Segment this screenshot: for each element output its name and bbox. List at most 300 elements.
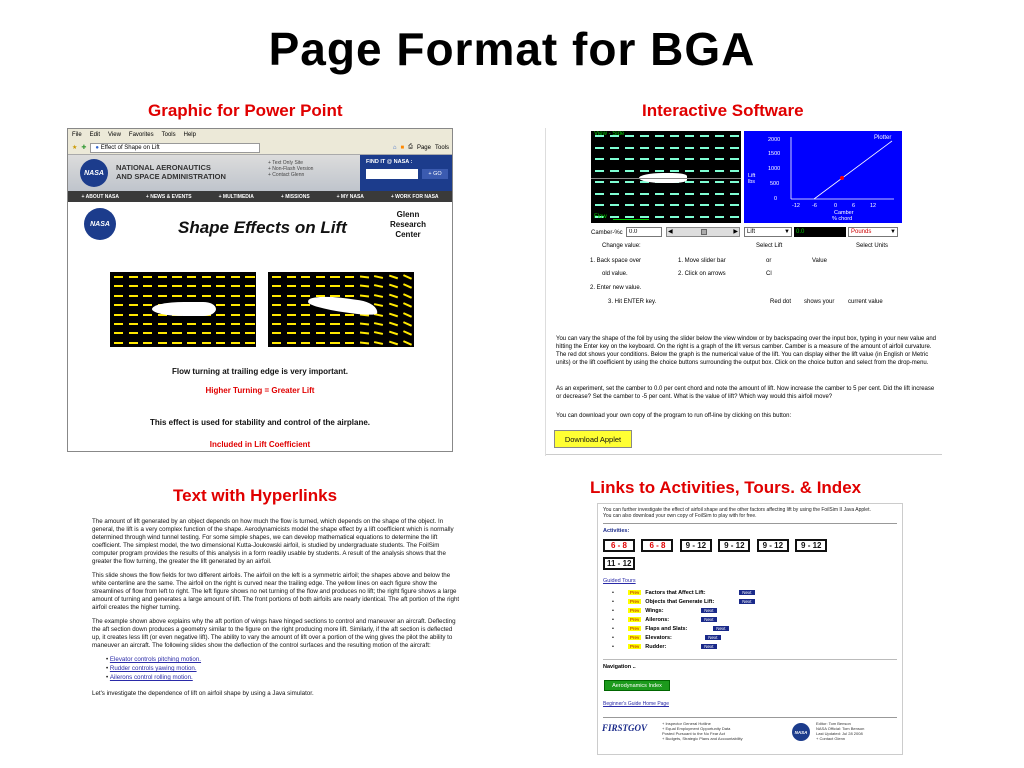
streamline-segment bbox=[640, 158, 649, 160]
browser-tab[interactable] bbox=[90, 143, 260, 153]
streamline-segment bbox=[245, 342, 254, 344]
streamline-segment bbox=[272, 314, 281, 316]
streamline-segment bbox=[389, 303, 398, 308]
hyperlink-text-page bbox=[92, 518, 462, 704]
text-only-link[interactable]: + Text Only Site bbox=[268, 160, 304, 166]
streamline-segment bbox=[685, 147, 694, 149]
tab-globe-icon: ● bbox=[95, 144, 100, 151]
instr-change-value: Change value: bbox=[602, 243, 641, 249]
streamline-segment bbox=[316, 276, 325, 278]
footer-editor: Editor: Tom Benson bbox=[816, 721, 851, 726]
firstgov-logo[interactable]: FIRSTGOV bbox=[602, 723, 648, 733]
streamline-segment bbox=[595, 193, 604, 195]
streamline-segment bbox=[610, 147, 619, 149]
nav-my-nasa[interactable]: + MY NASA bbox=[336, 193, 364, 200]
current-value-dot bbox=[840, 176, 844, 180]
bullet-elevator: • Elevator controls pitching motion. bbox=[106, 656, 202, 663]
footer-link-nofear[interactable]: Posted Pursuant to the No Fear Act bbox=[662, 731, 725, 736]
streamline-segment bbox=[231, 342, 240, 344]
nasa-logo[interactable]: NASA bbox=[80, 159, 108, 187]
tours-list bbox=[598, 588, 902, 651]
y-tick-2000: 2000 bbox=[768, 137, 781, 143]
units-dropdown-icon: ▼ bbox=[890, 229, 896, 235]
print-icon[interactable]: ⎙ bbox=[408, 144, 413, 150]
streamline-segment bbox=[345, 332, 354, 334]
add-favorite-icon[interactable]: ✚ bbox=[81, 145, 87, 151]
streamline-segment bbox=[187, 323, 196, 325]
elevator-link[interactable]: Elevator controls pitching motion. bbox=[109, 656, 202, 663]
streamline-segment bbox=[700, 135, 709, 137]
streamline-segment bbox=[301, 285, 310, 287]
streamline-segment bbox=[374, 294, 383, 298]
streamline-segment bbox=[129, 285, 138, 287]
streamline-segment bbox=[595, 158, 604, 160]
tour-row: • Prev Flaps and Slats: Next bbox=[612, 624, 902, 633]
streamline-segment bbox=[640, 170, 649, 172]
streamline-segment bbox=[685, 135, 694, 137]
streamline-segment bbox=[374, 331, 383, 335]
streamline-segment bbox=[655, 170, 664, 172]
streamline-segment bbox=[730, 193, 739, 195]
slider-left-arrow-icon[interactable]: ◀ bbox=[668, 229, 673, 235]
camber-input[interactable] bbox=[626, 227, 662, 237]
streamline-segment bbox=[272, 342, 281, 344]
streamline-segment bbox=[245, 276, 254, 278]
streamline-segment bbox=[216, 304, 225, 306]
feeds-icon[interactable]: ■ bbox=[400, 144, 405, 151]
instr-select-units: Select Units bbox=[856, 243, 889, 249]
glenn-line3: Center bbox=[395, 230, 421, 239]
nav-work-for-nasa[interactable]: + WORK FOR NASA bbox=[390, 193, 439, 200]
streamline-segment bbox=[287, 304, 296, 306]
text-paragraph-2: This slide shows the flow fields for two different airfoils. The airfoil on the left is a symmetric airfoil; the shapes above and below the white centerline are the same. The airfoil on the right is curved near the trailing edge. The yellow lines on each figure show the streamlines of flow from left to right. The left figure shows no net turning of the flow and produces no lift; the right figure shows a large amount of turning and generates a large amount of lift. The front portions of both airfoils are nearly identical. The aft portion of the right airfoil creates the higher turning. bbox=[92, 572, 460, 611]
next-button[interactable]: Next bbox=[701, 644, 716, 649]
streamline-segment bbox=[129, 323, 138, 325]
streamline-segment bbox=[114, 323, 123, 325]
streamline-segment bbox=[143, 276, 152, 278]
tour-row: • Prev Elevators: Next bbox=[612, 633, 902, 642]
streamline-segment bbox=[330, 342, 339, 344]
navigation-label: Navigation .. bbox=[603, 664, 636, 670]
streamline-segment bbox=[272, 304, 281, 306]
q2-title: Interactive Software bbox=[642, 101, 804, 120]
streamline-segment bbox=[403, 284, 412, 290]
slide-title: Page Format for BGA bbox=[268, 23, 756, 75]
streamline-segment bbox=[610, 193, 619, 195]
nasa-header bbox=[68, 155, 452, 191]
y-tick-1000: 1000 bbox=[768, 166, 781, 172]
streamline-segment bbox=[287, 285, 296, 287]
text-paragraph-1: The amount of lift generated by an object depends on how much the flow is turned, which depends on the shape of the object. In general, the lift is a very complex function of the shape. Aerodynamicists model the shape effect by a lift coefficient which is normally determined through wind tunnel testing. For some simple shapes, we can develop mathematical equations to determine the lift coefficient. The simplest model, the two dimensional Kutta-Joukowski airfoil, is studied by undergraduate students. The FoilSim computer program provides the results of this analysis in a form readily usable by students. A result of the analysis shows that the greater the flow turning, the greater the lift generated by an airfoil. bbox=[92, 518, 454, 565]
streamline-segment bbox=[172, 332, 181, 334]
instr-shows-your: shows your bbox=[804, 299, 835, 305]
instr-current-value: current value bbox=[848, 299, 883, 305]
go-button[interactable]: + GO bbox=[422, 169, 448, 179]
lift-dropdown-icon: ▼ bbox=[784, 229, 790, 235]
streamline-segment bbox=[287, 295, 296, 297]
streamline-segment bbox=[272, 323, 281, 325]
activity-9-12-a[interactable]: 9 - 12 bbox=[680, 539, 712, 552]
streamline-segment bbox=[143, 295, 152, 297]
streamline-segment bbox=[403, 321, 412, 327]
bullet-ailerons: • Ailerons control rolling motion. bbox=[106, 674, 193, 681]
footer-updated: Last Updated: Jul 28 2008 bbox=[816, 731, 863, 736]
streamline-segment bbox=[403, 340, 412, 346]
menu-favorites[interactable]: Favorites bbox=[128, 132, 154, 138]
streamline-segment bbox=[345, 342, 354, 344]
streamline-segment bbox=[114, 342, 123, 344]
y-tick-0: 0 bbox=[774, 196, 778, 202]
streamline-segment bbox=[143, 314, 152, 316]
streamline-segment bbox=[625, 216, 634, 218]
streamline-segment bbox=[202, 295, 211, 297]
aerodynamics-index-button[interactable]: Aerodynamics Index bbox=[604, 680, 670, 691]
streamline-segment bbox=[316, 342, 325, 344]
streamline-segment bbox=[272, 295, 281, 297]
menu-tools[interactable]: Tools bbox=[161, 132, 176, 138]
y-tick-500: 500 bbox=[770, 181, 780, 187]
streamline-segment bbox=[330, 314, 339, 316]
streamline-segment bbox=[301, 304, 310, 306]
streamline-segment bbox=[287, 323, 296, 325]
streamline-segment bbox=[129, 304, 138, 306]
streamline-segment bbox=[655, 204, 664, 206]
instr-step1: 1. Back space over bbox=[590, 258, 642, 264]
streamline-segment bbox=[389, 322, 398, 327]
streamline-segment bbox=[374, 303, 383, 307]
footer-official: NASA Official: Tom Benson bbox=[816, 726, 865, 731]
streamline-segment bbox=[330, 332, 339, 334]
streamline-segment bbox=[172, 323, 181, 325]
streamline-segment bbox=[316, 314, 325, 316]
home-icon[interactable]: ⌂ bbox=[392, 144, 397, 151]
streamline-segment bbox=[231, 323, 240, 325]
menu-edit[interactable]: Edit bbox=[89, 132, 101, 138]
streamline-segment bbox=[345, 323, 354, 325]
lift-select[interactable] bbox=[744, 227, 792, 237]
slider-right-arrow-icon[interactable]: ▶ bbox=[733, 229, 738, 235]
streamline-segment bbox=[715, 204, 724, 206]
streamline-segment bbox=[670, 216, 679, 218]
streamline-segment bbox=[272, 332, 281, 334]
nav-missions[interactable]: + MISSIONS bbox=[280, 193, 310, 200]
streamline-segment bbox=[685, 216, 694, 218]
activity-9-12-d[interactable]: 9 - 12 bbox=[795, 539, 827, 552]
streamline-segment bbox=[715, 135, 724, 137]
streamline-segment bbox=[158, 285, 167, 287]
prev-button[interactable]: Prev bbox=[630, 644, 640, 649]
streamline-segment bbox=[129, 332, 138, 334]
streamline-segment bbox=[143, 285, 152, 287]
streamline-segment bbox=[670, 204, 679, 206]
streamline-segment bbox=[172, 342, 181, 344]
streamline-segment bbox=[403, 274, 412, 280]
streamline-segment bbox=[730, 204, 739, 206]
streamline-segment bbox=[245, 332, 254, 334]
streamline-segment bbox=[700, 181, 709, 183]
prev-button[interactable]: Prev bbox=[630, 617, 640, 622]
units-select[interactable] bbox=[848, 227, 898, 237]
foilsim-applet bbox=[545, 128, 941, 456]
view-side-panel bbox=[591, 131, 741, 223]
streamline-segment bbox=[685, 170, 694, 172]
streamline-segment bbox=[114, 285, 123, 287]
beginners-guide-link[interactable]: Beginner's Guide Home Page bbox=[603, 701, 669, 707]
streamline-segment bbox=[231, 295, 240, 297]
rudder-link[interactable]: Rudder controls yawing motion. bbox=[109, 665, 197, 672]
instr-or: or bbox=[766, 258, 772, 264]
streamline-segment bbox=[245, 295, 254, 297]
plotter-label: Plotter bbox=[874, 135, 892, 141]
streamline-segment bbox=[330, 285, 339, 287]
streamline-segment bbox=[114, 276, 123, 278]
y-axis-label-lbs: lbs bbox=[748, 179, 756, 185]
bullet-rudder: • Rudder controls yawing motion. bbox=[106, 665, 197, 672]
streamline-segment bbox=[670, 193, 679, 195]
nav-multimedia[interactable]: + MULTIMEDIA bbox=[218, 193, 254, 200]
footer-nasa-logo[interactable]: NASA bbox=[792, 723, 810, 741]
slide-heading: Shape Effects on Lift bbox=[178, 218, 347, 237]
streamline-segment bbox=[345, 276, 354, 278]
streamline-segment bbox=[655, 158, 664, 160]
streamline-segment bbox=[389, 312, 398, 317]
download-applet-button[interactable]: Download Applet bbox=[554, 430, 632, 448]
contact-glenn-link[interactable]: + Contact Glenn bbox=[268, 172, 305, 178]
streamline-segment bbox=[730, 158, 739, 160]
next-button[interactable]: Next bbox=[713, 626, 728, 631]
next-button[interactable]: Next bbox=[739, 599, 754, 604]
flow-arrow-icon bbox=[613, 219, 649, 220]
prev-button[interactable]: Prev bbox=[630, 599, 640, 604]
view-side-label: View - Side bbox=[594, 131, 625, 137]
streamline-segment bbox=[715, 147, 724, 149]
applet-description-1: You can vary the shape of the foil by using the slider below the view window or by backspacing over the input box, typing in your new value and hitting the Enter key on the keyboard. On the right is a graph of the lift versus camber. Camber is a measure of the amount of airfoil curvature. The red dot shows your conditions. Below the graph is the numerical value of the lift. You can display either the lift value (in English or Metric units) or the lift coefficient by using the choice buttons surrounding the output box. Click on the choice button and select from the drop-menu. bbox=[556, 336, 937, 366]
slider-thumb[interactable] bbox=[701, 229, 707, 235]
footer-link-ig[interactable]: + Inspector General Hotline bbox=[662, 721, 711, 726]
streamline-segment bbox=[202, 323, 211, 325]
streamline-segment bbox=[403, 330, 412, 336]
symmetric-airfoil-figure bbox=[110, 272, 256, 347]
x-axis-label-camber: Camber bbox=[834, 210, 854, 216]
instr-step2: 2. Enter new value. bbox=[590, 285, 642, 291]
intro-line-1: You can further investigate the effect of airfoil shape and the other factors affecting lift by using the FoilSim II Java Applet. bbox=[603, 507, 871, 513]
lift-output: 0.0 bbox=[794, 227, 846, 237]
streamline-segment bbox=[730, 147, 739, 149]
streamline-segment bbox=[129, 342, 138, 344]
streamline-segment bbox=[595, 170, 604, 172]
activity-6-8-a[interactable]: 6 - 8 bbox=[603, 539, 635, 552]
streamline-segment bbox=[640, 204, 649, 206]
footer-contact[interactable]: + Contact Glenn bbox=[816, 736, 846, 741]
page-menu[interactable]: Page bbox=[416, 144, 431, 151]
nav-about-nasa[interactable]: + ABOUT NASA bbox=[81, 193, 119, 200]
streamline-segment bbox=[625, 135, 634, 137]
streamline-segment bbox=[360, 332, 369, 335]
streamline-segment bbox=[655, 193, 664, 195]
streamline-segment bbox=[389, 284, 398, 289]
activity-11-12[interactable]: 11 - 12 bbox=[603, 557, 635, 570]
prev-button[interactable]: Prev bbox=[630, 626, 640, 631]
applet-description-2: As an experiment, set the camber to 0.0 per cent chord and note the amount of lift. Now increase the camber to 5 per cent. Did the lift increase or decrease? Set the camber to -5 per cent. What is the value of lift? Which way would this airfoil move? bbox=[556, 386, 935, 400]
flow-label: Flow bbox=[594, 214, 607, 220]
find-it-label: FIND IT @ NASA : bbox=[366, 159, 413, 165]
streamline-segment bbox=[670, 147, 679, 149]
instr-select-lift: Select Lift bbox=[756, 243, 783, 249]
streamline-segment bbox=[374, 284, 383, 288]
streamline-segment bbox=[730, 170, 739, 172]
next-button[interactable]: Next bbox=[701, 608, 716, 613]
nasa-logo-large: NASA bbox=[84, 208, 116, 240]
tour-row: • Prev Rudder: Next bbox=[612, 642, 902, 651]
intro-line-2: You can also download your own copy of FoilSim to play with for free. bbox=[603, 513, 757, 519]
tab-title: Effect of Shape on Lift bbox=[100, 144, 160, 151]
streamline-segment bbox=[670, 135, 679, 137]
instr-slider2: 2. Click on arrows bbox=[678, 271, 726, 277]
streamline-segment bbox=[715, 193, 724, 195]
streamline-segment bbox=[374, 275, 383, 279]
units-select-value: Pounds bbox=[851, 229, 872, 235]
tools-menu[interactable]: Tools bbox=[434, 144, 449, 151]
streamline-segment bbox=[625, 170, 634, 172]
instr-value: Value bbox=[812, 258, 827, 264]
agency-name-line1: NATIONAL AERONAUTICS bbox=[116, 163, 211, 172]
footer-link-eeo[interactable]: + Equal Employment Opportunity Data bbox=[662, 726, 731, 731]
activity-9-12-b[interactable]: 9 - 12 bbox=[718, 539, 750, 552]
q4-title: Links to Activities, Tours. & Index bbox=[590, 478, 862, 497]
menu-help[interactable]: Help bbox=[183, 132, 196, 138]
ailerons-link[interactable]: Ailerons control rolling motion. bbox=[109, 674, 193, 681]
tour-label: Rudder: bbox=[645, 643, 667, 650]
streamline-segment bbox=[700, 158, 709, 160]
streamline-segment bbox=[216, 314, 225, 316]
streamline-segment bbox=[158, 276, 167, 278]
instr-slider1: 1. Move slider bar bbox=[678, 258, 726, 264]
non-flash-link[interactable]: + Non-Flash Version bbox=[268, 166, 314, 172]
cambered-airfoil-figure bbox=[268, 272, 414, 347]
guided-tours-link[interactable]: Guided Tours bbox=[603, 578, 636, 584]
streamline-segment bbox=[187, 342, 196, 344]
streamline-segment bbox=[187, 285, 196, 287]
streamline-segment bbox=[287, 314, 296, 316]
footer-link-budgets[interactable]: + Budgets, Strategic Plans and Accountability bbox=[662, 736, 743, 741]
next-button[interactable]: Next bbox=[705, 635, 720, 640]
instr-cl: Cl bbox=[766, 271, 772, 277]
browser-screenshot bbox=[67, 128, 453, 452]
nav-news-events[interactable]: + NEWS & EVENTS bbox=[145, 193, 192, 200]
q3-title: Text with Hyperlinks bbox=[173, 486, 338, 505]
streamline-segment bbox=[360, 294, 369, 297]
streamline-segment bbox=[245, 323, 254, 325]
camber-slider[interactable] bbox=[666, 227, 740, 237]
streamline-segment bbox=[143, 304, 152, 306]
streamline-segment bbox=[360, 322, 369, 325]
streamline-segment bbox=[316, 332, 325, 334]
menu-file[interactable]: File bbox=[72, 132, 82, 138]
tour-label: Elevators: bbox=[645, 634, 672, 641]
tour-label: Factors that Affect Lift: bbox=[645, 589, 706, 596]
next-button[interactable]: Next bbox=[701, 617, 716, 622]
streamline-segment bbox=[595, 181, 604, 183]
browser-tabbar bbox=[68, 141, 452, 155]
streamline-segment bbox=[143, 323, 152, 325]
streamline-segment bbox=[287, 276, 296, 278]
streamline-segment bbox=[231, 276, 240, 278]
x-tick-0: 0 bbox=[834, 203, 838, 209]
streamline-segment bbox=[625, 147, 634, 149]
applet-bottom-rule bbox=[546, 454, 942, 455]
star-icon[interactable]: ★ bbox=[72, 145, 78, 151]
streamline-segment bbox=[172, 276, 181, 278]
streamline-segment bbox=[360, 285, 369, 288]
streamline-segment bbox=[685, 193, 694, 195]
streamline-segment bbox=[640, 216, 649, 218]
streamline-segment bbox=[595, 147, 604, 149]
streamline-segment bbox=[301, 342, 310, 344]
streamline-segment bbox=[216, 332, 225, 334]
glenn-line2: Research bbox=[389, 220, 427, 229]
streamline-segment bbox=[287, 332, 296, 334]
caption-flow-turning: Flow turning at trailing edge is very important. bbox=[171, 367, 349, 376]
streamline-segment bbox=[231, 332, 240, 334]
streamline-segment bbox=[316, 323, 325, 325]
tour-label: Ailerons: bbox=[645, 616, 670, 623]
prev-button[interactable]: Prev bbox=[630, 635, 640, 640]
streamline-segment bbox=[114, 332, 123, 334]
streamline-segment bbox=[700, 193, 709, 195]
streamline-segment bbox=[389, 275, 398, 280]
streamline-segment bbox=[715, 216, 724, 218]
x-tick-m6: -6 bbox=[812, 203, 817, 209]
streamline-segment bbox=[625, 204, 634, 206]
streamline-segment bbox=[216, 285, 225, 287]
plotter-background bbox=[744, 131, 902, 223]
instr-step1b: old value. bbox=[602, 271, 628, 277]
streamline-segment bbox=[345, 285, 354, 287]
streamline-segment bbox=[245, 285, 254, 287]
x-axis-label-chord: % chord bbox=[832, 216, 853, 222]
centerline bbox=[591, 178, 741, 179]
streamline-segment bbox=[187, 295, 196, 297]
streamline-segment bbox=[685, 204, 694, 206]
streamline-segment bbox=[730, 135, 739, 137]
find-search-input[interactable] bbox=[366, 169, 418, 179]
streamline-segment bbox=[640, 135, 649, 137]
tour-label: Objects that Generate Lift: bbox=[645, 598, 715, 605]
streamline-segment bbox=[403, 293, 412, 299]
streamline-segment bbox=[216, 323, 225, 325]
menu-view[interactable]: View bbox=[108, 132, 121, 138]
streamline-segment bbox=[114, 304, 123, 306]
prev-button[interactable]: Prev bbox=[630, 608, 640, 613]
streamline-segment bbox=[231, 304, 240, 306]
streamline-segment bbox=[655, 147, 664, 149]
tour-row: • Prev Ailerons: Next bbox=[612, 615, 902, 624]
streamline-segment bbox=[595, 204, 604, 206]
activity-9-12-c[interactable]: 9 - 12 bbox=[757, 539, 789, 552]
streamline-segment bbox=[374, 322, 383, 326]
streamline-segment bbox=[172, 295, 181, 297]
streamline-segment bbox=[129, 295, 138, 297]
next-button[interactable]: Next bbox=[739, 590, 754, 595]
streamline-segment bbox=[158, 295, 167, 297]
x-tick-6: 6 bbox=[852, 203, 856, 209]
tour-row: • Prev Objects that Generate Lift: Next bbox=[612, 597, 902, 606]
streamline-segment bbox=[610, 216, 619, 218]
streamline-segment bbox=[403, 312, 412, 318]
prev-button[interactable]: Prev bbox=[630, 590, 640, 595]
activity-6-8-b[interactable]: 6 - 8 bbox=[641, 539, 673, 552]
streamline-segment bbox=[187, 276, 196, 278]
